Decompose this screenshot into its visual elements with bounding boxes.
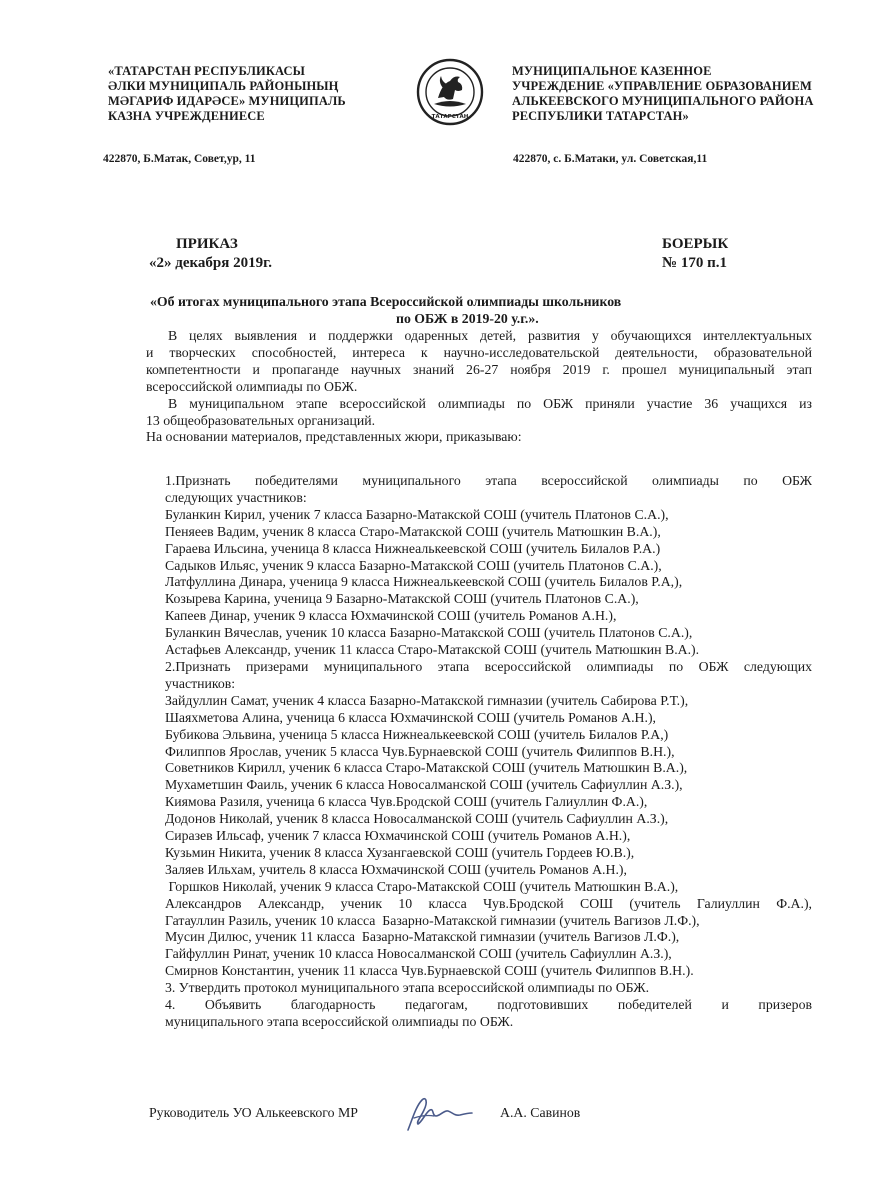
header-left-line: МӘГАРИФ ИДАРӘСЕ» МУНИЦИПАЛЬ: [108, 94, 346, 108]
list-item: Гараева Ильсина, ученица 8 класса Нижнеалькеевской СОШ (учитель Билалов Р.А.): [165, 540, 661, 556]
header-left-line: ӘЛКИ МУНИЦИПАЛЬ РАЙОНЫНЫҢ: [108, 79, 339, 93]
winners-list: [165, 507, 812, 659]
list-item: Козырева Карина, ученица 9 Базарно-Матакской СОШ (учитель Платонов С.А.),: [165, 591, 639, 607]
emblem-icon: [416, 58, 484, 126]
list-item: Буланкин Вячеслав, ученик 10 класса Базарно-Матакской СОШ (учитель Платонов С.А.),: [165, 625, 693, 641]
item4-line: 4. Объявить благодарность педагогам, подготовивших победителей и призеров: [165, 997, 812, 1013]
list-item: Филиппов Ярослав, ученик 5 класса Чув.Бурнаевской СОШ (учитель Филиппов В.Н.),: [165, 743, 675, 759]
header-left-address: 422870, Б.Матак, Совет,ур, 11: [103, 153, 256, 165]
list-item: Гайфуллин Ринат, ученик 10 класса Новосалманской СОШ (учитель Сафиуллин А.З.),: [165, 946, 672, 962]
item2-line: 2.Признать призерами муниципального этапа всероссийской олимпиады по ОБЖ следующих: [165, 658, 812, 674]
intro-line: и творческих способностей, интереса к научно-исследовательской деятельности, образовательной: [146, 344, 812, 360]
intro-block: [146, 328, 812, 446]
intro-line: В муниципальном этапе всероссийской олимпиады по ОБЖ приняли участие 36 учащихся из: [168, 395, 812, 411]
tatarstan-emblem: [416, 58, 484, 126]
header-left-line: «ТАТАРСТАН РЕСПУБЛИКАСЫ: [108, 64, 305, 78]
order-title-tt: БОЕРЫК: [662, 236, 729, 252]
item1-line: 1.Признать победителями муниципального этапа всероссийской олимпиады по ОБЖ: [165, 473, 812, 488]
signature-icon: [400, 1092, 476, 1136]
order-subject-line2: по ОБЖ в 2019-20 у.г.».: [396, 311, 539, 326]
list-item: Киямова Разиля, ученица 6 класса Чув.Бродской СОШ (учитель Галиуллин Ф.А.),: [165, 794, 648, 810]
header-right-org: [512, 64, 813, 124]
header-right-line: РЕСПУБЛИКИ ТАТАРСТАН»: [512, 109, 689, 123]
list-item: Буланкин Кирил, ученик 7 класса Базарно-Матакской СОШ (учитель Платонов С.А.),: [165, 506, 669, 522]
list-item: Пеняеев Вадим, ученик 8 класса Старо-Матакской СОШ (учитель Матюшкин В.А.),: [165, 523, 661, 539]
order-subject-line1: «Об итогах муниципального этапа Всероссийской олимпиады школьников: [150, 294, 622, 309]
prizewinners-list: [165, 693, 812, 980]
list-item: Смирнов Константин, ученик 11 класса Чув.Бурнаевской СОШ (учитель Филиппов В.Н.).: [165, 963, 694, 979]
list-item: Садыков Ильяс, ученик 9 класса Базарно-Матакской СОШ (учитель Платонов С.А.),: [165, 557, 662, 573]
header-left-line: КАЗНА УЧРЕЖДЕНИЕСЕ: [108, 109, 265, 123]
list-item: Зайдуллин Самат, ученик 4 класса Базарно-Матакской гимназии (учитель Сабирова Р.Т.),: [165, 692, 689, 708]
header-right-address: 422870, с. Б.Матаки, ул. Советская,11: [513, 153, 708, 165]
list-item: Мусин Дилюс, ученик 11 класса Базарно-Матакской гимназии (учитель Вагизов Л.Ф.),: [165, 929, 680, 945]
item3-line: 3. Утвердить протокол муниципального этапа всероссийской олимпиады по ОБЖ.: [165, 980, 650, 996]
handwritten-signature: [400, 1092, 476, 1136]
list-item: Горшков Николай, ученик 9 класса Старо-Матакской СОШ (учитель Матюшкин В.А.),: [165, 878, 679, 894]
list-item: Шаяхметова Алина, ученица 6 класса Юхмачинской СОШ (учитель Романов А.Н.),: [165, 709, 656, 725]
signature-name: А.А. Савинов: [500, 1105, 581, 1120]
order-title-ru: ПРИКАЗ: [176, 236, 238, 252]
order-items: [165, 473, 812, 1031]
header-right-line: УЧРЕЖДЕНИЕ «УПРАВЛЕНИЕ ОБРАЗОВАНИЕМ: [512, 79, 812, 93]
list-item: Капеев Динар, ученик 9 класса Юхмачинской СОШ (учитель Романов А.Н.),: [165, 608, 617, 624]
list-item: Заляев Ильхам, учитель 8 класса Юхмачинской СОШ (учитель Романов А.Н.),: [165, 861, 627, 877]
order-number: № 170 п.1: [662, 255, 727, 271]
item4-line: муниципального этапа всероссийской олимпиады по ОБЖ.: [165, 1014, 514, 1029]
intro-line: 13 общеобразовательных организаций.: [146, 412, 376, 428]
list-item: Латфуллина Динара, ученица 9 класса Нижнеалькеевской СОШ (учитель Билалов Р.А,),: [165, 574, 683, 590]
list-item: Мухаметшин Фаиль, ученик 6 класса Новосалманской СОШ (учитель Сафиуллин А.З.),: [165, 777, 683, 793]
intro-line: всероссийской олимпиады по ОБЖ.: [146, 378, 358, 394]
intro-line: В целях выявления и поддержки одаренных детей, развития у обучающихся интеллектуальных: [168, 328, 812, 343]
list-item: Сиразев Ильсаф, ученик 7 класса Юхмачинской СОШ (учитель Романов А.Н.),: [165, 828, 631, 844]
list-item: Бубикова Эльвина, ученица 5 класса Нижнеалькеевской СОШ (учитель Билалов Р.А,): [165, 726, 669, 742]
list-item: Астафьев Александр, ученик 11 класса Старо-Матакской СОШ (учитель Матюшкин В.А.).: [165, 642, 700, 658]
intro-line: На основании материалов, представленных жюри, приказываю:: [146, 429, 522, 445]
header-right-line: МУНИЦИПАЛЬНОЕ КАЗЕННОЕ: [512, 64, 712, 78]
list-item: Александров Александр, ученик 10 класса Чув.Бродской СОШ (учитель Галиуллин Ф.А.),: [165, 895, 812, 911]
item2-line: участников:: [165, 675, 236, 691]
list-item: Советников Кирилл, ученик 6 класса Старо-Матакской СОШ (учитель Матюшкин В.А.),: [165, 760, 688, 776]
intro-line: компетентности и пропаганде научных знаний 26-27 ноября 2019 г. прошел муниципальный этап: [146, 361, 812, 377]
emblem-caption: ТАТАРСТАН: [431, 114, 469, 120]
order-date: «2» декабря 2019г.: [149, 255, 272, 271]
list-item: Гатауллин Разиль, ученик 10 класса Базарно-Матакской гимназии (учитель Вагизов Л.Ф.),: [165, 912, 700, 928]
item1-line: следующих участников:: [165, 489, 307, 505]
list-item: Додонов Николай, ученик 8 класса Новосалманской СОШ (учитель Сафиуллин А.З.),: [165, 811, 669, 827]
header-right-line: АЛЬКЕЕВСКОГО МУНИЦИПАЛЬНОГО РАЙОНА: [512, 94, 814, 108]
header-left-org: [108, 64, 346, 124]
signature-position: Руководитель УО Алькеевского МР: [149, 1105, 358, 1120]
list-item: Кузьмин Никита, ученик 8 класса Хузангаевской СОШ (учитель Гордеев Ю.В.),: [165, 844, 635, 860]
